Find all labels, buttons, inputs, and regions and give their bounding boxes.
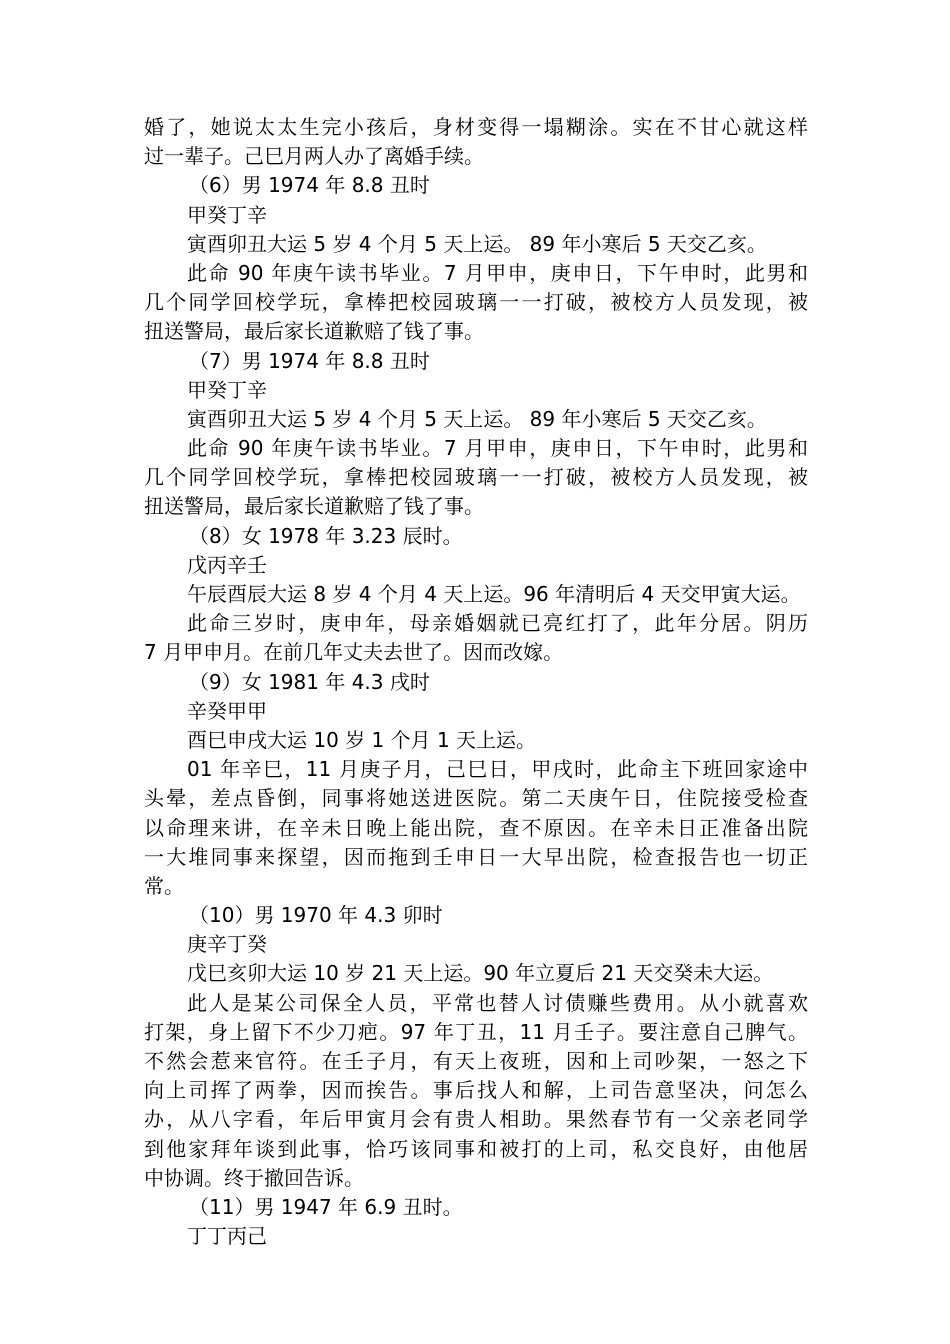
text-line: 扭送警局，最后家长道歉赔了钱了事。 [144, 494, 484, 519]
case-heading: （10）男 1970 年 4.3 卯时 [189, 903, 443, 928]
case-heading: （9）女 1981 年 4.3 戌时 [189, 669, 430, 694]
text-line: 以命理来讲，在辛未日晚上能出院，查不原因。在辛未日正准备出院 [144, 815, 808, 840]
text-line: 此命 90 年庚午读书毕业。7 月甲申，庚申日，下午申时，此男和 [187, 436, 808, 461]
text-line: 常。 [144, 873, 184, 898]
text-line: 7 月甲申月。在前几年丈夫去世了。因而改嫁。 [144, 640, 564, 665]
text-line: 头晕，差点昏倒，同事将她送进医院。第二天庚午日，住院接受检查 [144, 786, 808, 811]
bazi-pillars: 甲癸丁辛 [187, 202, 267, 227]
case-heading: （7）男 1974 年 8.8 丑时 [189, 348, 430, 373]
document-body [144, 113, 808, 1251]
text-line: 不然会惹来官符。在壬子月，有天上夜班，因和上司吵架，一怒之下 [144, 1049, 808, 1073]
text-line: 几个同学回校学玩，拿棒把校园玻璃一一打破，被校方人员发现，被 [144, 290, 808, 315]
bazi-pillars: 甲癸丁辛 [187, 377, 267, 402]
text-line: 过一辈子。己巳月两人办了离婚手续。 [144, 144, 484, 169]
text-line: 办，从八字看，年后甲寅月会有贵人相助。果然春节有一父亲老同学 [144, 1107, 808, 1132]
text-line: 01 年辛巳，11 月庚子月，己巳日，甲戌时，此命主下班回家途中 [187, 757, 808, 782]
luck-cycle-line: 寅酉卯丑大运 5 岁 4 个月 5 天上运。 89 年小寒后 5 天交乙亥。 [187, 231, 767, 256]
luck-cycle-line: 寅酉卯丑大运 5 岁 4 个月 5 天上运。 89 年小寒后 5 天交乙亥。 [187, 406, 767, 431]
bazi-pillars: 丁丁丙己 [187, 1224, 267, 1249]
bazi-pillars: 辛癸甲甲 [187, 698, 267, 723]
case-heading: （8）女 1978 年 3.23 辰时。 [189, 523, 463, 548]
luck-cycle-line: 戊巳亥卯大运 10 岁 21 天上运。90 年立夏后 21 天交癸未大运。 [187, 961, 774, 986]
text-line: 向上司挥了两拳，因而挨告。事后找人和解，上司告意坚决，问怎么 [144, 1078, 808, 1103]
text-line: 此命三岁时，庚申年，母亲婚姻就已亮红打了，此年分居。阴历 [187, 611, 808, 636]
text-line: 一大堆同事来探望，因而拖到壬申日一大早出院，检查报告也一切正 [144, 844, 808, 869]
text-line: 扭送警局，最后家长道歉赔了钱了事。 [144, 319, 484, 344]
text-line: 中协调。终于撤回告诉。 [144, 1165, 364, 1190]
bazi-pillars: 戊丙辛壬 [187, 552, 267, 577]
case-heading: （11）男 1947 年 6.9 丑时。 [189, 1194, 463, 1219]
text-line: 几个同学回校学玩，拿棒把校园玻璃一一打破，被校方人员发现，被 [144, 465, 808, 490]
text-line: 此人是某公司保全人员，平常也替人讨债赚些费用。从小就喜欢 [187, 990, 808, 1015]
bazi-pillars: 庚辛丁癸 [187, 932, 267, 957]
case-heading: （6）男 1974 年 8.8 丑时 [189, 173, 430, 198]
luck-cycle-line: 酉巳申戌大运 10 岁 1 个月 1 天上运。 [187, 727, 537, 752]
text-line: 此命 90 年庚午读书毕业。7 月甲申，庚申日，下午申时，此男和 [187, 260, 808, 285]
text-line: 到他家拜年谈到此事，恰巧该同事和被打的上司，私交良好，由他居 [144, 1136, 808, 1161]
text-line: 婚了，她说太太生完小孩后，身材变得一塌糊涂。实在不甘心就这样 [144, 115, 808, 139]
text-line: 打架，身上留下不少刀疤。97 年丁丑，11 月壬子。要注意自己脾气。 [144, 1019, 808, 1044]
luck-cycle-line: 午辰酉辰大运 8 岁 4 个月 4 天上运。96 年清明后 4 天交甲寅大运。 [187, 582, 801, 606]
